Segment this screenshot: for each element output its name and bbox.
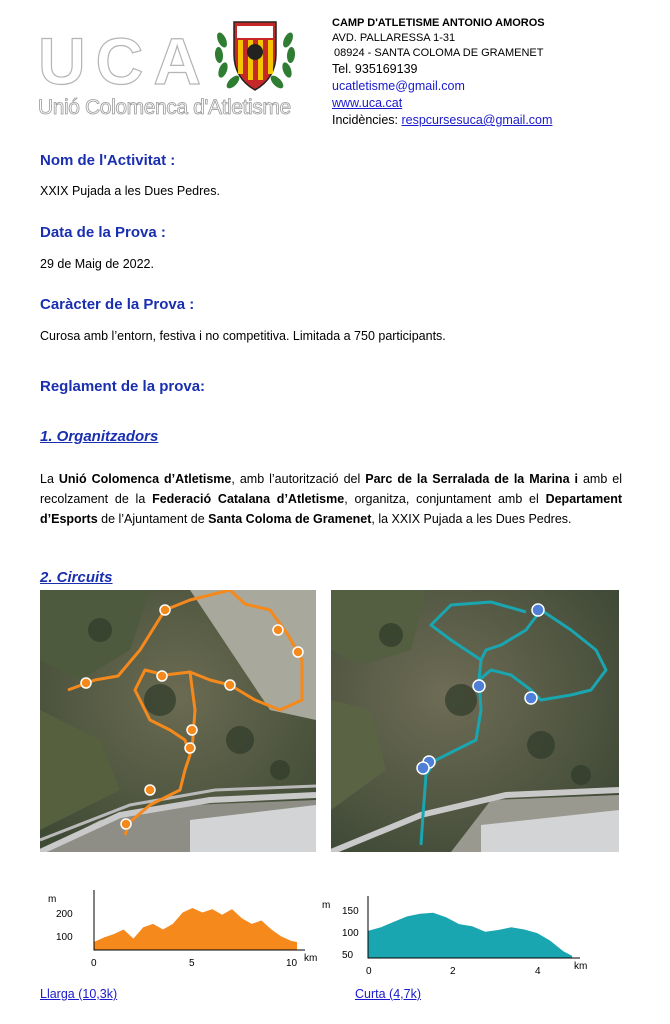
x-tick-label: 4 (535, 966, 541, 976)
x-tick-label: 10 (286, 958, 298, 969)
incidences-label: Incidències: (332, 113, 402, 127)
short-elevation-profile (316, 896, 616, 976)
club-name: CAMP D'ATLETISME ANTONIO AMOROS (332, 17, 545, 29)
short-circuit-link[interactable]: Curta (4,7k) (355, 987, 421, 1001)
club-crest-logo (212, 10, 298, 96)
date-value: 29 de Maig de 2022. (40, 257, 154, 271)
long-elevation-profile (40, 890, 325, 970)
club-postal: 08924 - SANTA COLOMA DE GRAMENET (334, 47, 544, 59)
character-value: Curosa amb l’entorn, festiva i no competitiva. Limitada a 750 participants. (40, 329, 446, 343)
date-heading: Data de la Prova : (40, 224, 166, 241)
club-address: AVD. PALLARESSA 1-31 (332, 32, 456, 44)
y-tick-label: 100 (342, 928, 359, 939)
club-phone: Tel. 935169139 (332, 62, 418, 76)
incidences-email-link[interactable]: respcursesuca@gmail.com (401, 113, 553, 127)
elevation-area (94, 908, 297, 950)
y-unit-label: m (322, 900, 331, 911)
organizers-heading: 1. Organitzadors (40, 428, 159, 445)
logo-subtitle: Unió Colomenca d'Atletisme (38, 96, 291, 119)
x-tick-label: 0 (91, 958, 97, 969)
logo-letters: UCA (38, 24, 211, 98)
short-circuit-map (331, 590, 619, 852)
club-email[interactable]: ucatletisme@gmail.com (332, 79, 465, 93)
x-tick-label: 0 (366, 966, 372, 976)
long-circuit-map (40, 590, 316, 852)
activity-value: XXIX Pujada a les Dues Pedres. (40, 184, 220, 198)
long-circuit-link[interactable]: Llarga (10,3k) (40, 987, 118, 1001)
y-tick-label: 200 (56, 909, 73, 920)
circuits-heading: 2. Circuits (40, 569, 113, 586)
y-tick-label: 50 (342, 950, 354, 961)
x-unit-label: km (304, 953, 318, 964)
organizers-paragraph: La Unió Colomenca d’Atletisme, amb l’autorització del Parc de la Serralada de la Marina i amb el recolzament de la Federació Catalana d’Atletisme, organitza, conjuntament amb el Departament d’Esports de l’Ajuntament de Santa Coloma de Gramenet, la XXIX Pujada a les Dues Pedres. (40, 472, 622, 526)
x-tick-label: 2 (450, 966, 456, 976)
activity-heading: Nom de l'Activitat : (40, 152, 176, 169)
club-contact-block (332, 16, 552, 129)
rules-heading: Reglament de la prova: (40, 378, 206, 395)
y-tick-label: 100 (56, 932, 73, 943)
y-unit-label: m (48, 894, 57, 905)
y-tick-label: 150 (342, 906, 359, 917)
x-unit-label: km (574, 961, 588, 972)
x-tick-label: 5 (189, 958, 195, 969)
elevation-area (368, 913, 572, 958)
character-heading: Caràcter de la Prova : (40, 296, 195, 313)
club-website-link[interactable]: www.uca.cat (332, 96, 403, 110)
